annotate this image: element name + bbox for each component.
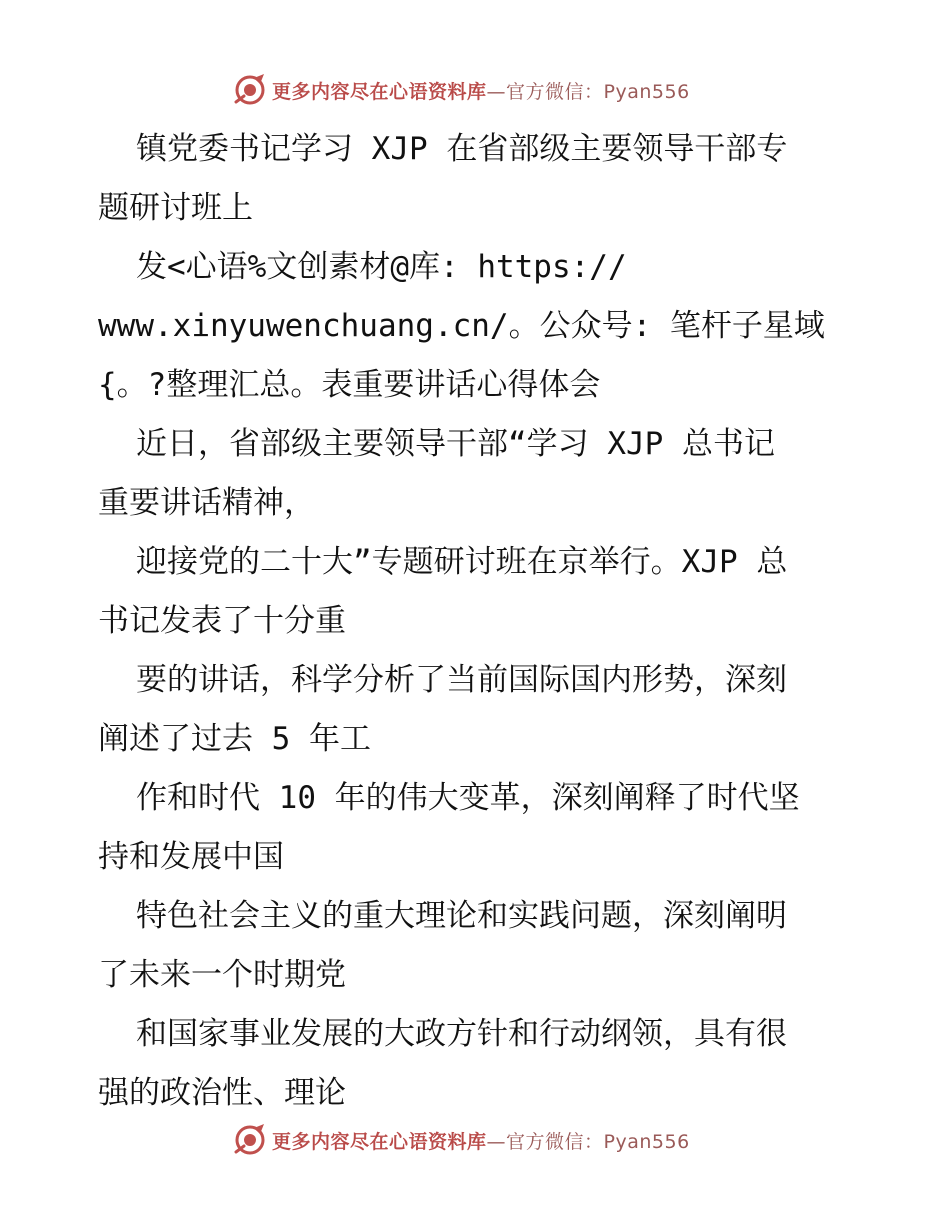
watermark-library-text: 更多内容尽在心语资料库: [272, 1130, 487, 1153]
text-line: 阐述了过去 5 年工: [98, 721, 371, 757]
pen-nib-logo-icon: [232, 72, 268, 108]
footer-watermark: [232, 1120, 690, 1160]
text-line: 强的政治性、理论: [98, 1075, 346, 1111]
document-body: [98, 120, 858, 1123]
text-line: 题研讨班上: [98, 190, 253, 226]
paragraph: [98, 415, 858, 533]
text-line: 书记发表了十分重: [98, 603, 346, 639]
text-line: 发<心语%文创素材@库: https://: [136, 249, 627, 285]
text-line: 镇党委书记学习 XJP 在省部级主要领导干部专: [136, 131, 788, 167]
text-line: 迎接党的二十大”专题研讨班在京举行。XJP 总: [136, 544, 788, 580]
text-line: 和国家事业发展的大政方针和行动纲领，具有很: [136, 1016, 787, 1052]
paragraph: [98, 238, 858, 415]
watermark-library-text: 更多内容尽在心语资料库: [272, 80, 487, 103]
paragraph: [98, 1005, 858, 1123]
text-line: 持和发展中国: [98, 839, 284, 875]
paragraph: [98, 533, 858, 651]
text-line: 特色社会主义的重大理论和实践问题，深刻阐明: [136, 898, 787, 934]
paragraph: [98, 120, 858, 238]
paragraph: [98, 769, 858, 887]
text-line: 了未来一个时期党: [98, 957, 346, 993]
watermark-wechat-text: —官方微信：Pyan556: [486, 80, 690, 103]
text-line: 重要讲话精神，: [98, 485, 315, 521]
text-line: 要的讲话，科学分析了当前国际国内形势，深刻: [136, 662, 787, 698]
pen-nib-logo-icon: [232, 1122, 268, 1158]
text-line: {。?整理汇总。表重要讲话心得体会: [98, 367, 601, 403]
paragraph: [98, 887, 858, 1005]
text-line: www.xinyuwenchuang.cn/。公众号: 笔杆子星域: [98, 308, 825, 344]
paragraph: [98, 651, 858, 769]
header-watermark: [232, 70, 690, 110]
text-line: 近日，省部级主要领导干部“学习 XJP 总书记: [136, 426, 775, 462]
text-line: 作和时代 10 年的伟大变革，深刻阐释了时代坚: [136, 780, 800, 816]
watermark-wechat-text: —官方微信：Pyan556: [486, 1130, 690, 1153]
